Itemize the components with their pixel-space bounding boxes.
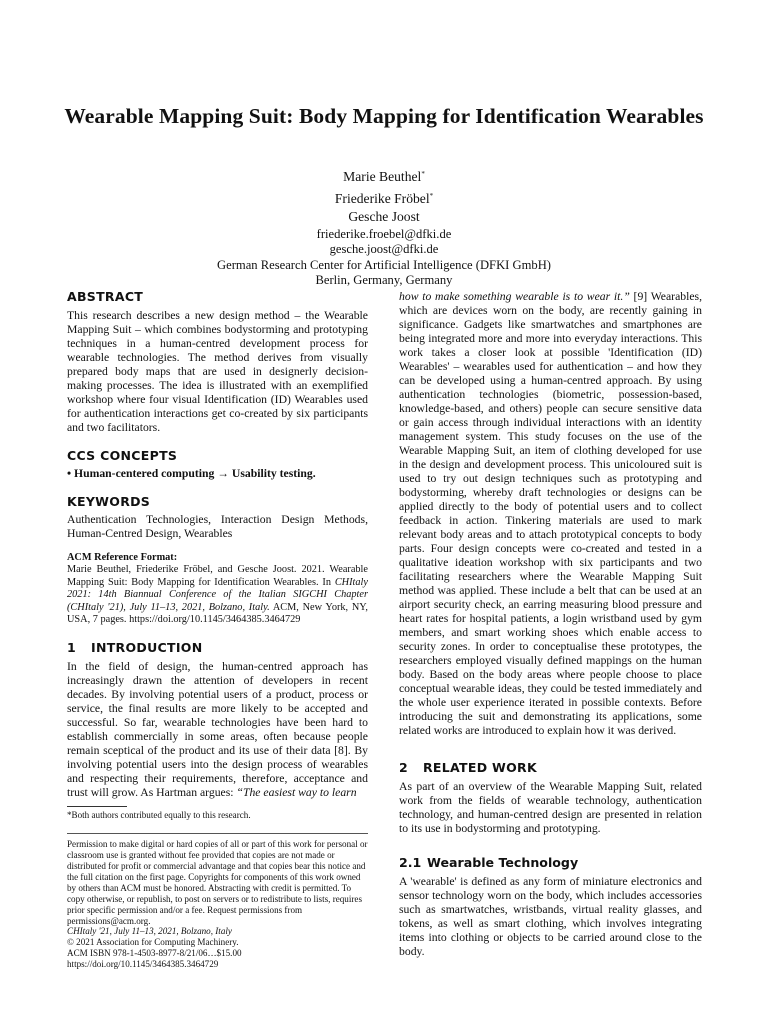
- permission-text: Permission to make digital or hard copies of all or part of this work for personal or classroom use is granted without fee provided that copies are not made or distributed for profit or commercial advantage and that copies bear this notice and the full citation on the first page. Copyrights for components of this work owned by others than ACM must be honored. Abstracting with credit is permitted. To copy otherwise, or republish, to post on servers or to redistribute to lists, requires prior specific permission and/or a fee. Request permissions from permissions@acm.org.: [67, 838, 368, 926]
- location: Berlin, Germany, Germany: [315, 273, 453, 288]
- wearable-technology-text: A 'wearable' is defined as any form of miniature electronics and sensor technology worn on the body, which includes accessories such as smartwatches, wristbands, virtual reality glasses, and tokens, as well as smart clothing, which involves integrating items into clothing or objects to be carried around close to the body.: [399, 874, 702, 958]
- footnote: *Both authors contributed equally to this research.: [67, 809, 251, 820]
- copyright-line: © 2021 Association for Computing Machinery.: [67, 937, 239, 948]
- reference-text: Marie Beuthel, Friederike Fröbel, and Gesche Joost. 2021. Wearable Mapping Suit: Body Mapping for Identification Wearables. In CHItaly 2021: 14th Biannual Conference of the Italian SIGCHI Chapter (CHItaly '21), July 11–13, 2021, Bolzano, Italy. ACM, New York, NY, USA, 7 pages. https://doi.org/10.1145/3464385.3464729: [67, 564, 368, 626]
- author-block: [60, 165, 708, 289]
- isbn-line: ACM ISBN 978-1-4503-8977-8/21/06…$15.00: [67, 948, 242, 959]
- keywords-text: Authentication Technologies, Interaction Design Methods, Human-Centred Design, Wearables: [67, 513, 368, 541]
- introduction-text: In the field of design, the human-centred approach has increasingly drawn the attention of developers in recent decades. By involving potential users of a product, process or service, the final results are more likely to be accepted and successful. So far, wearable technologies have been hard to establish commercially in some areas, often because people remain sceptical of the product and its use of their data [8]. By involving potential users into the design process of wearables and respecting their requirements, therefore, acceptance and trust will grow. As Hartman argues: “The easiest way to learn: [67, 659, 368, 799]
- left-column: [67, 290, 368, 970]
- affiliation: German Research Center for Artificial Intelligence (DFKI GmbH): [217, 257, 551, 272]
- ccs-heading: CCS CONCEPTS: [67, 448, 178, 464]
- related-work-heading: 2 RELATED WORK: [399, 759, 537, 775]
- ccs-text: • Human-centered computing → Usability testing.: [67, 467, 316, 481]
- acm-reference: [67, 551, 368, 627]
- right-column: [399, 290, 702, 959]
- author-name: Friederike Fröbel*: [334, 190, 434, 206]
- abstract-heading: ABSTRACT: [67, 289, 144, 304]
- author-email[interactable]: friederike.froebel@dfki.de: [316, 226, 452, 241]
- paper-title: Wearable Mapping Suit: Body Mapping for Identification Wearables: [64, 104, 704, 128]
- author-name: Gesche Joost: [348, 209, 420, 224]
- doi-link[interactable]: https://doi.org/10.1145/3464385.3464729: [67, 959, 219, 970]
- reference-heading: ACM Reference Format:: [67, 552, 178, 564]
- abstract-text: This research describes a new design method – the Wearable Mapping Suit – which combines bodystorming and prototyping techniques in a human-centred development process for wearable technologies. The method derives from visually prepared body maps that are used in designerly decision-making processes. The idea is illustrated with an exemplified workshop where four visual Identification (ID) Wearables used for authentication interactions get co-created by six participants and two facilitators.: [67, 309, 368, 435]
- conference-line: CHItaly '21, July 11–13, 2021, Bolzano, Italy: [67, 926, 232, 937]
- author-name: Marie Beuthel*: [343, 169, 425, 184]
- permission-block: [67, 833, 368, 970]
- keywords-heading: KEYWORDS: [67, 494, 151, 510]
- introduction-continued: how to make something wearable is to wear it.” [9] Wearables, which are devices worn on the body, are recently gaining in significance. Gadgets like smartwatches and smartphones are being integrated more and more into everyday interactions. This work takes a closer look at possible 'Identification (ID) Wearables' – wearables used for authentication – and how they can be developed using a human-centred approach. By using authentication technologies (biometric, possession-based, knowledge-based, and others) people can secure sensitive data or gain access through individual interactions with an identity management system. This study focuses on the use of the Wearable Mapping Suit, an item of clothing developed for use in the design and development process. This unicoloured suit is used to try out design techniques such as prototyping and bodystorming, whereby draft technologies or designs can be applied directly to the body of potential users and to collect feedback in action. Tinkering materials are used to mark relevant body areas and to attach prototypical concepts to body parts. Four design concepts were co-created and tested in a qualitative ideation workshop with six participants and two facilitating researchers where the Wearable Mapping Suit method was applied. These include a belt that can be used at an airport security check, an earring measuring blood pressure and heart rates for hospital patients, a login wristband used by gym members, and smart working shoes which enable access to security zones. In order to conceptualise these prototypes, the researchers employed visually defined mappings on the human body. Based on the body areas where people choose to place conceptual wearable ideas, they could be tested immediately and the whole user experience iterated in possible contexts. Before introducing the suit and demonstrating its applications, some related works are introduced to explain how it was derived.: [399, 290, 703, 738]
- footnote-rule: [67, 806, 127, 807]
- related-work-text: As part of an overview of the Wearable Mapping Suit, related work from the fields of wearable technology, authentication technology, and human-centred design are presented in relation to its use in bodystorming and prototyping.: [399, 779, 702, 835]
- wearable-technology-heading: 2.1 Wearable Technology: [399, 854, 579, 870]
- introduction-heading: 1 INTRODUCTION: [67, 639, 203, 655]
- author-email[interactable]: gesche.joost@dfki.de: [329, 242, 439, 257]
